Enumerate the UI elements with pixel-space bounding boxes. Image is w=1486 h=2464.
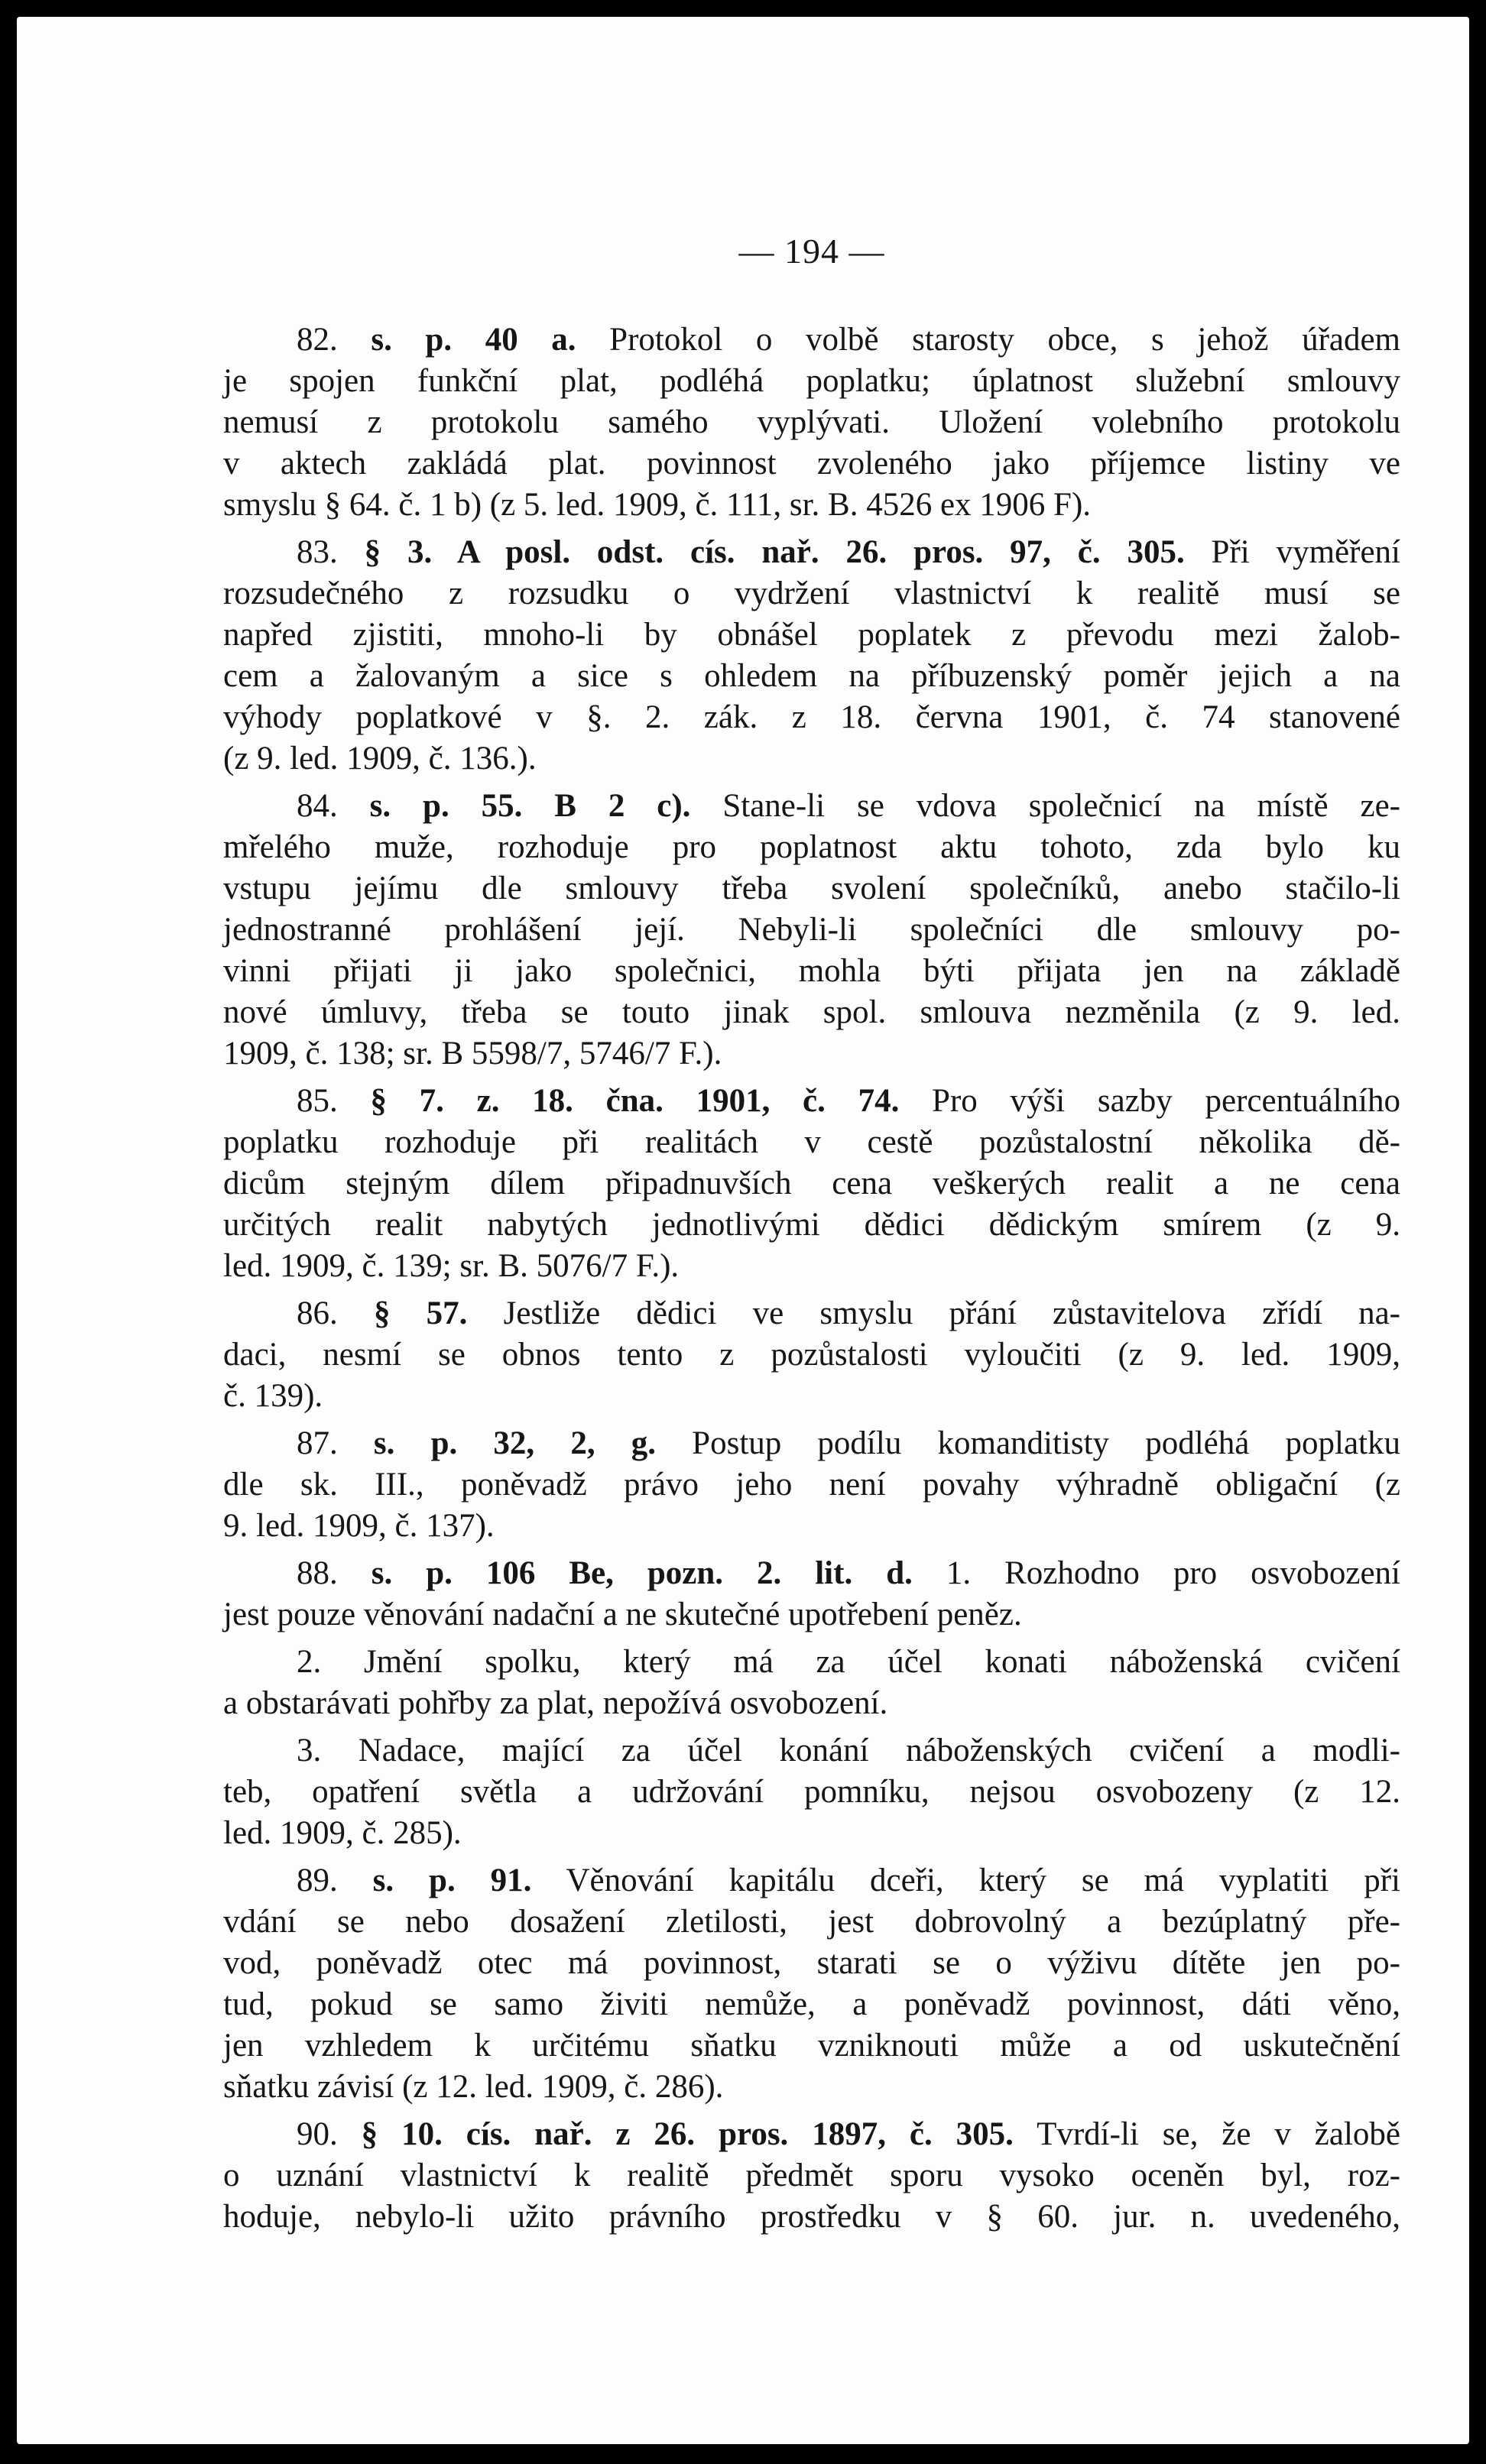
text-line bbox=[223, 1122, 1400, 1163]
paragraph-first-line bbox=[223, 1293, 1400, 1334]
paragraph-first-line bbox=[223, 1423, 1400, 1464]
paragraph bbox=[223, 1081, 1400, 1287]
line-text: vinni přijati ji jako společnici, mohla býti přijata jen na základě bbox=[223, 953, 1400, 989]
text-line bbox=[223, 443, 1400, 485]
text-line bbox=[223, 1943, 1400, 1984]
text-line bbox=[223, 868, 1400, 909]
line-text: v aktech zakládá plat. povinnost zvoleného jako příjemce listiny ve bbox=[223, 446, 1400, 481]
line-text: Tvrdí-li se, že v žalobě bbox=[1013, 2116, 1400, 2152]
text-line bbox=[223, 656, 1400, 697]
text-line bbox=[223, 2155, 1400, 2197]
text-line bbox=[223, 1376, 1400, 1417]
text-line bbox=[223, 827, 1400, 868]
line-text: Jestliže dědici ve smyslu přání zůstavitelova zřídí na- bbox=[467, 1295, 1400, 1331]
paragraph bbox=[223, 1642, 1400, 1724]
text-line bbox=[223, 1163, 1400, 1204]
line-text: 1. Rozhodno pro osvobození bbox=[912, 1555, 1400, 1591]
text-line bbox=[223, 1334, 1400, 1376]
entry-number: 89. bbox=[297, 1863, 338, 1898]
legal-reference: § 7. z. 18. čna. 1901, č. 74. bbox=[337, 1083, 900, 1119]
line-text: (z 9. led. 1909, č. 136.). bbox=[223, 741, 537, 776]
text-line bbox=[223, 361, 1400, 402]
paragraph bbox=[223, 1423, 1400, 1547]
text-line bbox=[223, 485, 1400, 526]
text-line bbox=[223, 1033, 1400, 1075]
legal-reference: § 10. cís. nař. z 26. pros. 1897, č. 305. bbox=[337, 2116, 1014, 2152]
paragraph-first-line bbox=[223, 319, 1400, 361]
entry-number: 83. bbox=[297, 534, 338, 570]
line-text: sňatku závisí (z 12. led. 1909, č. 286). bbox=[223, 2069, 724, 2105]
paragraph-first-line bbox=[223, 786, 1400, 827]
paragraph-first-line bbox=[223, 1642, 1400, 1683]
line-text: o uznání vlastnictví k realitě předmět sporu vysoko oceněn byl, roz- bbox=[223, 2158, 1400, 2193]
line-text: Postup podílu komanditisty podléhá poplatku bbox=[656, 1425, 1400, 1461]
paragraph bbox=[223, 1293, 1400, 1417]
entry-number: 82. bbox=[297, 322, 338, 358]
line-text: cem a žalovaným a sice s ohledem na příbuzenský poměr jejich a na bbox=[223, 658, 1400, 694]
legal-reference: s. p. 106 Be, pozn. 2. lit. d. bbox=[337, 1555, 913, 1591]
text-line bbox=[223, 697, 1400, 738]
entry-number: 86. bbox=[297, 1295, 338, 1331]
paragraph-first-line bbox=[223, 1860, 1400, 1901]
text-line bbox=[223, 992, 1400, 1033]
legal-reference: s. p. 91. bbox=[337, 1863, 532, 1898]
book-page bbox=[17, 17, 1469, 2444]
line-text: určitých realit nabytých jednotlivými dědici dědickým smírem (z 9. bbox=[223, 1207, 1400, 1243]
text-line bbox=[223, 1594, 1400, 1636]
paragraph-first-line bbox=[223, 2114, 1400, 2155]
text-line bbox=[223, 909, 1400, 951]
line-text: Pro výši sazby percentuálního bbox=[899, 1083, 1400, 1119]
paragraph-first-line bbox=[223, 1081, 1400, 1122]
line-text: rozsudečného z rozsudku o vydržení vlastnictví k realitě musí se bbox=[223, 575, 1400, 611]
line-text: a obstarávati pohřby za plat, nepožívá osvobození. bbox=[223, 1685, 888, 1721]
legal-reference: § 3. A posl. odst. cís. nař. 26. pros. 97, č. 305. bbox=[337, 534, 1185, 570]
line-text: vod, poněvadž otec má povinnost, starati se o výživu dítěte jen po- bbox=[223, 1945, 1400, 1981]
paragraph-spacer bbox=[223, 1417, 1400, 1423]
entry-number: 90. bbox=[297, 2116, 338, 2152]
paragraph-first-line bbox=[223, 1730, 1400, 1772]
text-line bbox=[223, 614, 1400, 656]
text-line bbox=[223, 402, 1400, 443]
legal-reference: § 57. bbox=[337, 1295, 468, 1331]
legal-reference: s. p. 40 a. bbox=[337, 322, 576, 358]
line-text: Stane-li se vdova společnicí na místě ze- bbox=[690, 788, 1401, 824]
text-line bbox=[223, 2197, 1400, 2238]
line-text: nové úmluvy, třeba se touto jinak spol. smlouva nezměnila (z 9. led. bbox=[223, 994, 1400, 1030]
line-text: je spojen funkční plat, podléhá poplatku; úplatnost služební smlouvy bbox=[223, 363, 1400, 399]
paragraph bbox=[223, 786, 1400, 1075]
text-line bbox=[223, 1984, 1400, 2025]
line-text: led. 1909, č. 285). bbox=[223, 1815, 462, 1851]
line-text: hoduje, nebylo-li užito právního prostředku v § 60. jur. n. uvedeného, bbox=[223, 2199, 1400, 2235]
line-text: 1909, č. 138; sr. B 5598/7, 5746/7 F.). bbox=[223, 1036, 722, 1072]
line-text: teb, opatření světla a udržování pomníku, nejsou osvobozeny (z 12. bbox=[223, 1774, 1400, 1810]
paragraph bbox=[223, 1553, 1400, 1636]
line-text: smyslu § 64. č. 1 b) (z 5. led. 1909, č. 111, sr. B. 4526 ex 1906 F). bbox=[223, 487, 1092, 523]
text-line bbox=[223, 2025, 1400, 2067]
line-text: č. 139). bbox=[223, 1378, 323, 1414]
line-text: vstupu jejímu dle smlouvy třeba svolení společníků, anebo stačilo-li bbox=[223, 871, 1400, 906]
text-line bbox=[223, 2067, 1400, 2108]
line-text: mřelého muže, rozhoduje pro poplatnost aktu tohoto, zda bylo ku bbox=[223, 829, 1400, 865]
text-line bbox=[223, 1464, 1400, 1506]
paragraph-spacer bbox=[223, 1854, 1400, 1860]
paragraph-spacer bbox=[223, 526, 1400, 532]
text-line bbox=[223, 738, 1400, 780]
line-text: tud, pokud se samo živiti nemůže, a poněvadž povinnost, dáti věno, bbox=[223, 1986, 1400, 2022]
line-text: nemusí z protokolu samého vyplývati. Uložení volebního protokolu bbox=[223, 404, 1400, 440]
line-text: 9. led. 1909, č. 137). bbox=[223, 1508, 495, 1544]
body-text bbox=[223, 319, 1400, 2244]
paragraph-spacer bbox=[223, 1724, 1400, 1730]
line-text: dle sk. III., poněvadž právo jeho není povahy výhradně obligační (z bbox=[223, 1467, 1400, 1503]
paragraph bbox=[223, 2114, 1400, 2238]
paragraph bbox=[223, 532, 1400, 780]
line-text: jen vzhledem k určitému sňatku vzniknouti může a od uskutečnění bbox=[223, 2028, 1400, 2064]
paragraph bbox=[223, 319, 1400, 526]
line-text: poplatku rozhoduje při realitách v cestě pozůstalostní několika dě- bbox=[223, 1124, 1400, 1160]
paragraph-spacer bbox=[223, 1287, 1400, 1293]
entry-number: 85. bbox=[297, 1083, 338, 1119]
page-number: — 194 — bbox=[738, 232, 885, 271]
paragraph-first-line bbox=[223, 1553, 1400, 1594]
legal-reference: s. p. 55. B 2 c). bbox=[337, 788, 691, 824]
line-text: výhody poplatkové v §. 2. zák. z 18. června 1901, č. 74 stanovené bbox=[223, 699, 1400, 735]
paragraph-first-line bbox=[223, 532, 1400, 573]
text-line bbox=[223, 1683, 1400, 1724]
line-text: napřed zjistiti, mnoho-li by obnášel poplatek z převodu mezi žalob- bbox=[223, 617, 1400, 653]
paragraph-spacer bbox=[223, 2108, 1400, 2114]
legal-reference: s. p. 32, 2, g. bbox=[337, 1425, 656, 1461]
paragraph bbox=[223, 1860, 1400, 2108]
text-line bbox=[223, 951, 1400, 992]
text-line bbox=[223, 1246, 1400, 1287]
paragraph-spacer bbox=[223, 780, 1400, 786]
line-text: Při vyměření bbox=[1184, 534, 1400, 570]
text-line bbox=[223, 1772, 1400, 1813]
line-text: 2. Jmění spolku, který má za účel konati náboženská cvičení bbox=[297, 1644, 1400, 1680]
line-text: daci, nesmí se obnos tento z pozůstalosti vyloučiti (z 9. led. 1909, bbox=[223, 1337, 1400, 1373]
text-line bbox=[223, 573, 1400, 614]
paragraph-spacer bbox=[223, 1636, 1400, 1642]
text-line bbox=[223, 1813, 1400, 1854]
line-text: dicům stejným dílem připadnuvších cena veškerých realit a ne cena bbox=[223, 1166, 1400, 1201]
line-text: vdání se nebo dosažení zletilosti, jest dobrovolný a bezúplatný pře- bbox=[223, 1904, 1400, 1940]
text-line bbox=[223, 1901, 1400, 1943]
text-line bbox=[223, 1506, 1400, 1547]
paragraph-spacer bbox=[223, 2238, 1400, 2244]
text-line bbox=[223, 1204, 1400, 1246]
line-text: jednostranné prohlášení její. Nebyli-li společníci dle smlouvy po- bbox=[223, 912, 1400, 948]
paragraph-spacer bbox=[223, 1075, 1400, 1081]
line-text: 3. Nadace, mající za účel konání náboženských cvičení a modli- bbox=[297, 1733, 1400, 1769]
line-text: Věnování kapitálu dceři, který se má vyplatiti při bbox=[531, 1863, 1400, 1898]
line-text: jest pouze věnování nadační a ne skutečné upotřebení peněz. bbox=[223, 1597, 1022, 1632]
entry-number: 87. bbox=[297, 1425, 338, 1461]
entry-number: 88. bbox=[297, 1555, 338, 1591]
line-text: led. 1909, č. 139; sr. B. 5076/7 F.). bbox=[223, 1248, 680, 1284]
line-text: Protokol o volbě starosty obce, s jehož úřadem bbox=[576, 322, 1400, 358]
entry-number: 84. bbox=[297, 788, 338, 824]
paragraph-spacer bbox=[223, 1547, 1400, 1553]
paragraph bbox=[223, 1730, 1400, 1854]
